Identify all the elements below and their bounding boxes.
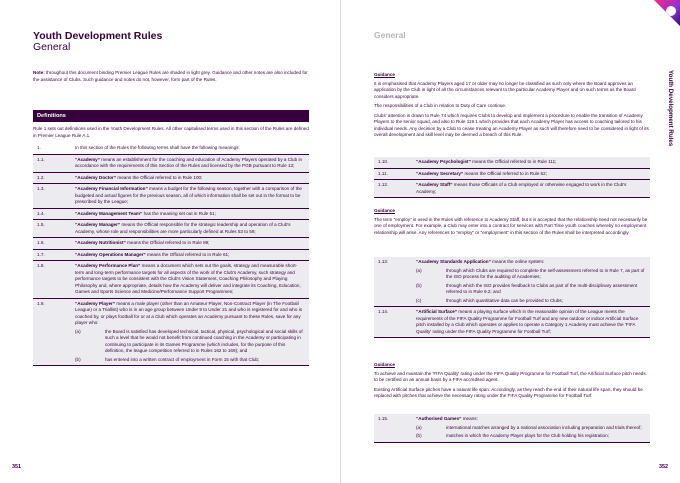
definition-text: means a budget for the following season, together with a comparison of the budgeted and actual figures for the previous season, all of which information shall be set out in the format to be prescribed by the League; (75, 186, 302, 205)
definition-subitem (416, 268, 646, 281)
definition-term: “Academy Operations Manager” (75, 251, 146, 257)
subitem-text: international matches arranged by a national association including preparation and trials thereof; (446, 424, 642, 430)
definition-term: “Academy Standards Application” (416, 259, 491, 264)
definition-body (75, 261, 309, 298)
definition-row (374, 257, 650, 307)
guidance-label: Guidance (374, 208, 395, 213)
definition-number: 1.13. (378, 259, 389, 264)
definition-term: “Academy Player” (75, 300, 116, 306)
right-page (340, 0, 680, 483)
definition-row (33, 173, 309, 185)
definition-text: means the Official referred to in Rule 111; (470, 159, 557, 164)
subitem-label: (c) (416, 297, 422, 303)
definition-term: “Academy” (75, 156, 101, 162)
definition-number: 1.3. (37, 186, 45, 192)
guidance-label: Guidance (374, 72, 395, 77)
definition-number: 1.12. (378, 182, 389, 188)
definition-text: means a document which sets out the goals, strategy and measurable short-term and long-term performance targets for all aspects of the work of the Club's Academy, such strategy and performance targets to be consistent with the Club's Vision Statement, Coaching Philosophy and Playing Philosophy and, where appropriate, details how the Academy will deliver and integrate its Coaching, Education, Games and Sports Science and Medicine/Performance Support Programmes; (75, 263, 301, 295)
definition-text: means: (461, 416, 478, 421)
definition-subitem (416, 433, 646, 440)
subitem-text: the Board is satisfied has developed technical, tactical, physical, psychological and social skills of such a level that he would not benefit from continued coaching in the Academy or participating in continuing to participate in its Games Programme (which includes, for the purpose of this definition, the league competition referred to in Rules 162 to 169); and (105, 328, 303, 354)
definition-body (416, 157, 650, 168)
definition-row (33, 261, 309, 299)
definitions-table-right-c (374, 414, 650, 443)
definition-text: means the Official responsible for the strategic leadership and operation of a Club's Academy, whose role and responsibilities are more particularly defined at Rules 53 to 59; (75, 222, 291, 234)
subitem-text: matches in which the Academy Player plays for the Club holding his registration; (446, 433, 609, 439)
definition-text: means the Official referred to in Rule 61; (145, 251, 230, 257)
subitem-text: through which Clubs are required to complete the self-assessment referred to in Rule 7, as part of the ISO process for the auditing of Academies; (446, 267, 645, 280)
guidance-block-3 (374, 362, 650, 403)
definition-row (33, 220, 309, 238)
guidance-paragraph: To achieve and maintain the 'FIFA Quality' rating under the FIFA Quality Programme for Football Turf, the Artificial Surface pitch needs to be certified on an annual basis by a FIFA accredited agent. (374, 370, 646, 383)
definition-body (416, 307, 650, 337)
definition-row (33, 209, 309, 221)
definition-text: means a playing surface which in the reasonable opinion of the League meets the requirements of the FIFA Quality Programme for Football Turf and any new outdoor or indoor Artificial Surface pitch installed by a Club which operates or applies to operate a Category 1 Academy must achieve the 'FIFA Quality' rating under the FIFA Quality Programme for Football Turf; (416, 309, 639, 334)
definition-subitem (416, 425, 646, 432)
definition-row (374, 157, 650, 169)
definition-body (75, 155, 309, 172)
definition-term: “Academy Nutritionist” (75, 240, 126, 246)
subitem-text: has entered into a written contract of employment in Form 15 with that Club; (105, 356, 260, 362)
definition-term: “Academy Psychologist” (416, 159, 471, 164)
note-text: throughout this document binding Premier League Rules are shaded in light grey. Guidance and other notes are also included for the assistance of Clubs. Such guidance and notes do not, however, form part of the Rules. (33, 70, 308, 82)
definition-subitem (75, 357, 305, 364)
definition-number: 1.8. (37, 263, 45, 269)
definition-body (416, 257, 650, 306)
subitem-label: (b) (416, 433, 422, 439)
definition-subitem (416, 298, 646, 305)
definition-row (33, 184, 309, 209)
subitem-label: (a) (416, 267, 422, 273)
definition-body (416, 180, 650, 197)
guidance-label: Guidance (374, 362, 395, 367)
definition-text: means a male player (other than an Amateur Player, Non-Contract Player (in The Football League) or a Triallist) who is in an age group between Under 9 to Under 21 and who is registered for and who is coached by, or plays football for or at a Club which operates an Academy pursuant to these Rules, save for any player who: (75, 300, 303, 326)
subitem-text: through which the ISO provides feedback to Clubs as part of the multi-disciplinary assessment referred to in Rule 9.2; and (446, 282, 638, 295)
definition-body (416, 414, 650, 442)
guidance-block-2 (374, 208, 650, 239)
subitem-label: (b) (416, 282, 422, 288)
definition-text: has the meaning set out in Rule 51; (142, 210, 216, 216)
guidance-block-1 (374, 72, 650, 142)
definition-term: “Academy Manager” (75, 222, 121, 228)
page-number-left: 351 (12, 464, 21, 470)
definitions-table-left (33, 143, 309, 366)
definition-number: 1.14. (378, 309, 389, 315)
definition-number: 1.11. (378, 170, 388, 176)
definition-number: 1.7. (37, 251, 45, 257)
definition-body (416, 169, 650, 180)
definition-number: 1.9. (37, 300, 45, 306)
definition-body (75, 184, 309, 208)
definition-term: “Academy Secretary” (416, 170, 464, 176)
definitions-table-right-a (374, 157, 650, 198)
definition-number: 1.10. (378, 159, 389, 164)
page-title: Youth Development Rules (33, 30, 163, 42)
premier-league-corner (654, 0, 680, 26)
page-number-right: 352 (659, 464, 668, 470)
running-header: General (374, 30, 406, 40)
definition-number: 1.15. (378, 416, 389, 421)
page-subtitle: General (33, 41, 71, 53)
subitem-label: (a) (75, 328, 81, 334)
definition-text: means an establishment for the coaching and education of Academy Players operated by a Club in accordance with the requirements of this Section of the Rules and licensed by the PGB pursuant to Rule 13; (75, 156, 303, 169)
definition-body (75, 220, 309, 237)
guidance-paragraph: The term "employ" is used in the Rules with reference to Academy Staff, but it is accepted that the relationship need not necessarily be one of employment. For example, a Club may enter into a contract for services with Part Time youth coaches whereby no employment relationship will arise. Any references to "employ" or "employment" in this section of the Rules shall be interpreted accordingly. (374, 216, 648, 235)
definition-row (33, 155, 309, 173)
guidance-paragraph: Existing Artificial Surface pitches have a natural life span. Accordingly, as they reach the end of their natural life span, they should be replaced with pitches that achieve the necessary rating under the FIFA Quality Programme for Football Turf. (374, 386, 643, 399)
definition-subitem (75, 329, 305, 355)
definition-body (75, 250, 309, 261)
subitem-label: (a) (416, 424, 422, 430)
definition-term: “Artificial Surface” (416, 309, 458, 315)
definition-term: “Academy Performance Plan” (75, 263, 141, 269)
definition-text: In this section of the Rules the following terms shall have the following meanings: (75, 145, 240, 150)
definition-body (75, 143, 309, 154)
definition-number: 1. (37, 145, 41, 150)
definition-row (374, 169, 650, 181)
definition-term: “Academy Staff” (416, 182, 453, 188)
guidance-paragraph: Clubs' attention is drawn to Rule 74 which requires Clubs to develop and implement a procedure to enable the transition of Academy Players to the senior squad, and also to Rule 119.1 which provides that each Academy Player has access to coaching tailored to his individual needs. Any decision by a Club to cease treating an Academy Player as such will therefore need to be considered in light of its overall development and skill level may be deemed a breach of this Rule. (374, 112, 649, 138)
definition-number: 1.5. (37, 222, 45, 228)
definition-body (75, 209, 309, 220)
definition-text: means the Official referred to in Rule 62; (463, 170, 547, 176)
side-section-label: Youth Development Rules (667, 70, 674, 147)
definitions-heading: Definitions (33, 110, 309, 122)
premier-league-logo-icon (666, 6, 676, 16)
definition-row (33, 143, 309, 155)
definition-number: 1.1. (37, 156, 45, 162)
definition-number: 1.4. (37, 210, 45, 216)
definitions-table-right-b (374, 257, 650, 338)
subitem-text: through which quantitative data can be provided to Clubs; (446, 297, 563, 303)
definition-text: means the Official referred to in Rule 100; (116, 174, 203, 180)
definition-term: “Authorised Games” (416, 416, 462, 421)
definition-term: “Academy Doctor” (75, 174, 117, 180)
subitem-label: (b) (75, 356, 81, 362)
definition-text: means the Official referred to in Rule 89; (125, 240, 210, 246)
definition-row (33, 299, 309, 367)
definition-term: “Academy Management Team” (75, 210, 143, 216)
definition-subitem (416, 283, 646, 296)
definitions-intro: Rule 1 sets out definitions used in the Youth Development Rules. All other capitalised terms used in this section of the Rules are defined in Premier League Rule A.1. (33, 126, 309, 138)
note-label: Note: (33, 70, 45, 75)
note-paragraph (33, 70, 309, 83)
definition-row (374, 414, 650, 443)
definition-body (75, 173, 309, 184)
definition-text: means those Officials of a Club employed or otherwise engaged to work in the Club's Academy; (416, 182, 627, 194)
definition-body (75, 299, 309, 366)
definition-row (33, 250, 309, 262)
definition-row (33, 238, 309, 250)
definition-number: 1.2. (37, 174, 45, 180)
guidance-paragraph: The responsibilities of a Club in relation to Duty of Care continue. (374, 103, 507, 109)
definition-body (75, 238, 309, 249)
definition-row (374, 307, 650, 338)
definition-text: means the online system: (490, 259, 545, 264)
definition-number: 1.6. (37, 240, 45, 246)
guidance-paragraph: It is emphasised that Academy Players aged 17 or older may no longer be classified as such only where the Board approves an application by the Club in light of all the circumstances relevant to the particular Academy Player and on such terms as the Board considers appropriate. (374, 80, 636, 99)
definition-row (374, 180, 650, 198)
definition-term: “Academy Financial Information” (75, 186, 148, 192)
